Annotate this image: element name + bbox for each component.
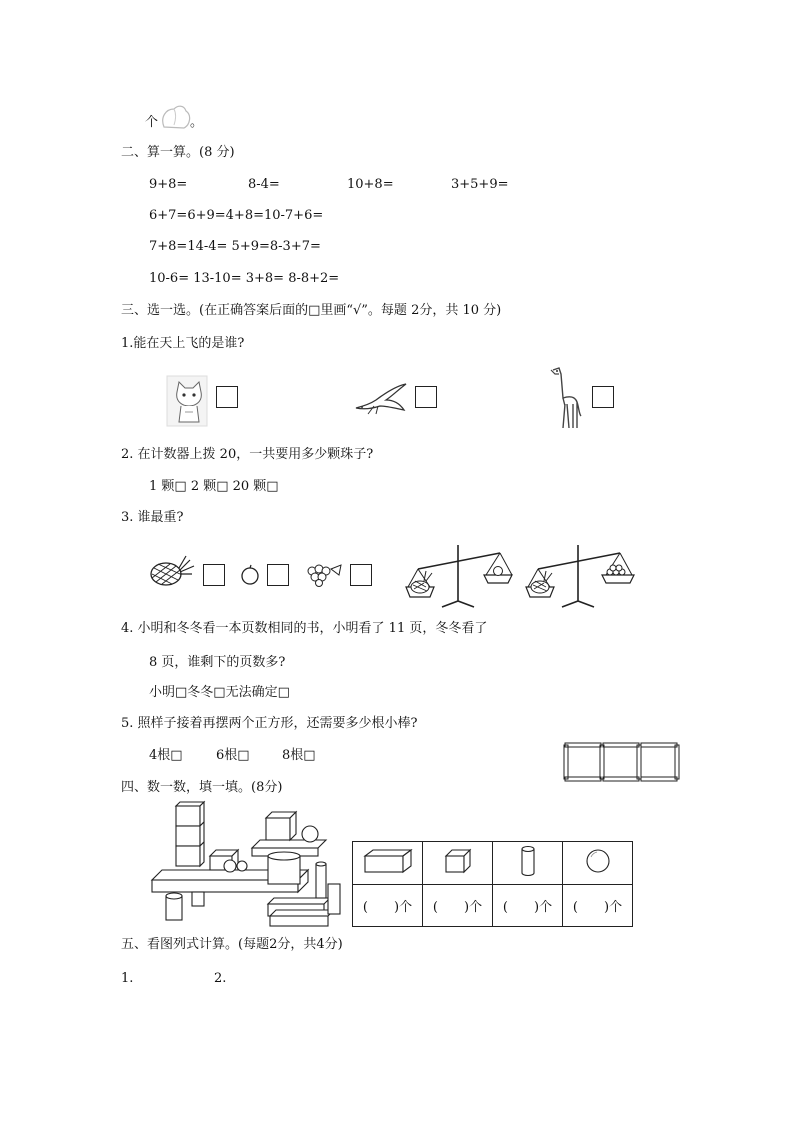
fragment-suffix: 。: [190, 115, 204, 130]
answer-box[interactable]: [592, 386, 614, 408]
shape-header-cell: [353, 842, 423, 885]
calc-row: 7+8=14-4= 5+9=8-3+7=: [149, 239, 321, 254]
count-cell[interactable]: ( )个: [493, 885, 563, 927]
answer-box[interactable]: [203, 564, 225, 586]
q5-option: 8根□: [282, 748, 316, 763]
q2-options: 1 颗□ 2 颗□ 20 颗□: [149, 479, 279, 494]
section2-heading: 二、算一算。(8 分): [121, 145, 235, 160]
calc-item: 10+8=: [347, 177, 394, 192]
calc-row: 10-6= 13-10= 3+8= 8-8+2=: [149, 271, 340, 286]
calc-item: 8-4=: [248, 177, 280, 192]
building-blocks-figure: [148, 800, 348, 928]
apple-icon: [238, 563, 262, 587]
matchstick-squares-figure: [563, 741, 681, 783]
q4-options: 小明□冬冬□无法确定□: [149, 685, 290, 700]
balance-scale-2: [524, 541, 634, 609]
q5-option: 4根□: [149, 748, 183, 763]
cylinder-icon: [519, 845, 537, 877]
q5-option: 6根□: [216, 748, 250, 763]
calc-item: 3+5+9=: [451, 177, 509, 192]
count-cell[interactable]: ( )个: [353, 885, 423, 927]
grapes-icon: [305, 561, 347, 587]
shape-count-table: [352, 841, 633, 927]
swallow-icon: [354, 380, 410, 416]
question-2: 2. 在计数器上拨 20，一共要用多少颗珠子?: [121, 447, 374, 462]
shape-header-cell: [423, 842, 493, 885]
cube-icon: [444, 848, 472, 874]
cuboid-icon: [363, 848, 413, 874]
count-cell[interactable]: ( )个: [423, 885, 493, 927]
fragment-prefix: 个: [145, 115, 159, 130]
peach-icon: [160, 103, 192, 131]
answer-box[interactable]: [415, 386, 437, 408]
answer-box[interactable]: [216, 386, 238, 408]
count-cell[interactable]: ( )个: [563, 885, 633, 927]
pineapple-icon: [146, 552, 198, 588]
shape-header-cell: [563, 842, 633, 885]
giraffe-icon: [545, 364, 585, 432]
balance-scale-1: [404, 541, 514, 609]
cat-icon: [165, 372, 213, 430]
section5-heading: 五、看图列式计算。(每题2分，共4分): [121, 937, 343, 952]
section3-heading: 三、选一选。(在正确答案后面的□里画“√”。每题 2分，共 10 分): [121, 303, 502, 318]
calc-item: 9+8=: [149, 177, 188, 192]
question-1: 1.能在天上飞的是谁?: [121, 336, 245, 351]
answer-box[interactable]: [350, 564, 372, 586]
section5-item: 1.: [121, 971, 134, 986]
question-3: 3. 谁最重?: [121, 510, 184, 525]
calc-row: 6+7=6+9=4+8=10-7+6=: [149, 208, 324, 223]
question-4-line1: 4. 小明和冬冬看一本页数相同的书，小明看了 11 页，冬冬看了: [121, 621, 488, 636]
question-5: 5. 照样子接着再摆两个正方形，还需要多少根小棒?: [121, 716, 418, 731]
question-4-line2: 8 页，谁剩下的页数多?: [149, 655, 286, 670]
section5-item: 2.: [214, 971, 227, 986]
shape-header-cell: [493, 842, 563, 885]
answer-box[interactable]: [267, 564, 289, 586]
sphere-icon: [585, 848, 611, 874]
section4-heading: 四、数一数，填一填。(8分): [121, 780, 283, 795]
